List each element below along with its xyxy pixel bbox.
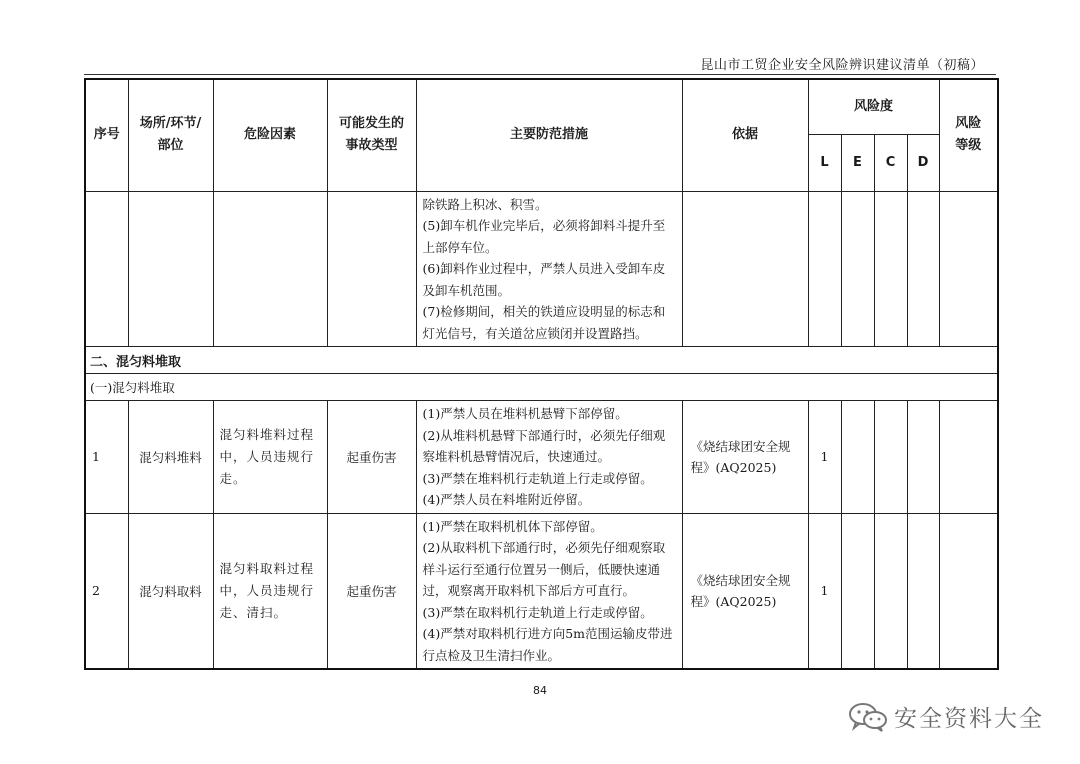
header-divider [84,74,996,75]
measure-line: (4)严禁对取料机行进方向5m范围运输皮带进行点检及卫生清扫作业。 [422,626,673,663]
continuation-row [85,191,998,347]
header-row [85,79,998,134]
measure-line: (5)卸车机作业完毕后，必须将卸料斗提升至上部停车位。 [422,218,666,255]
measure-line: (3)严禁在取料机行走轨道上行走或停留。 [422,604,653,620]
measure-line: (2)从堆料机悬臂下部通行时，必须先仔细观察堆料机悬臂情况后，快速通过。 [422,427,666,464]
row-hazard: 混匀料堆料过程中，人员违规行走。 [213,401,327,514]
row-accident: 起重伤害 [327,401,416,514]
measure-line: (3)严禁在堆料机行走轨道上行走或停留。 [422,470,653,486]
header-accident: 可能发生的事故类型 [327,79,416,191]
row-risk-d [907,513,939,669]
header-risk-e: E [841,134,874,191]
row-level [939,401,998,514]
row-accident: 起重伤害 [327,513,416,669]
header-risk-c: C [874,134,907,191]
header-risk-l: L [808,134,841,191]
row-basis: 《烧结球团安全规程》(AQ2025) [682,513,808,669]
row-risk-l: 1 [808,513,841,669]
measure-line: (6)卸料作业过程中，严禁人员进入受卸车皮及卸车机范围。 [422,261,666,298]
header-hazard: 危险因素 [213,79,327,191]
header-risk: 风险度 [808,79,939,134]
measure-line: (1)严禁在取料机机体下部停留。 [422,518,603,534]
row-basis: 《烧结球团安全规程》(AQ2025) [682,401,808,514]
watermark-text: 安全资料大全 [894,706,1044,732]
watermark [848,700,1044,733]
row-level [939,513,998,669]
header-basis: 依据 [682,79,808,191]
measure-line: (7)检修期间，相关的铁道应设明显的标志和灯光信号，有关道岔应锁闭并设置路挡。 [422,304,666,341]
table-row [85,401,998,514]
measure-line: (2)从取料机下部通行时，必须先仔细观察取样斗运行至通行位置另一侧后，低腰快速通过，观察离开取料机下部后方可直行。 [422,540,666,598]
risk-table [84,78,999,670]
row-seq: 2 [85,513,128,669]
header-seq: 序号 [85,79,128,191]
measure-line: (1)严禁人员在堆料机悬臂下部停留。 [422,406,628,421]
row-hazard: 混匀料取料过程中，人员违规行走、清扫。 [213,513,327,669]
row-risk-e [841,401,874,514]
section-row-main [85,347,998,374]
row-measures [416,513,682,669]
row-measures [416,401,682,514]
row-place: 混匀料堆料 [128,401,213,514]
document-title: 昆山市工贸企业安全风险辨识建议清单（初稿） [700,58,984,73]
section-row-sub [85,374,998,401]
measure-line: (4)严禁人员在料堆附近停留。 [422,492,591,507]
header-place: 场所/环节/部位 [128,79,213,191]
row-risk-e [841,513,874,669]
subsection-title: (一)混匀料堆取 [85,374,998,401]
row-risk-c [874,401,907,514]
row-risk-c [874,513,907,669]
row-place: 混匀料取料 [128,513,213,669]
continuation-measures [416,191,682,347]
row-risk-l: 1 [808,401,841,514]
measure-line: 除铁路上积冰、积雪。 [422,196,548,212]
page-number: 84 [533,684,547,697]
row-risk-d [907,401,939,514]
header-measures: 主要防范措施 [416,79,682,191]
header-level: 风险等级 [939,79,998,191]
section-title: 二、混匀料堆取 [85,347,998,374]
header-risk-d: D [907,134,939,191]
table-row [85,513,998,669]
wechat-icon [848,702,888,732]
row-seq: 1 [85,401,128,514]
